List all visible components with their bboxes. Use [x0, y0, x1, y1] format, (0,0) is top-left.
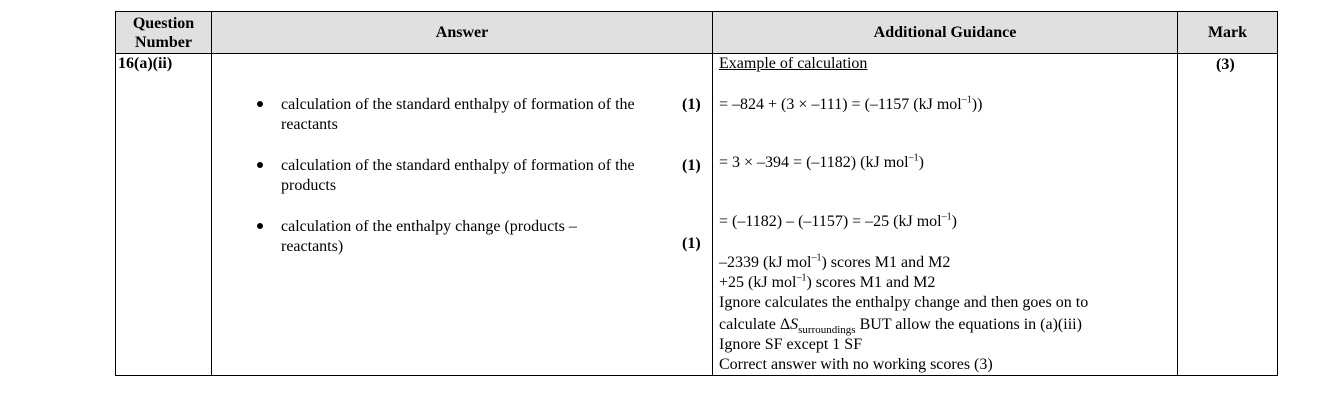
example-heading: Example of calculation: [719, 55, 868, 72]
answer-2-line2: products: [281, 177, 337, 194]
bullet-icon: [257, 101, 263, 107]
answer-3-mark: (1): [682, 235, 701, 252]
answer-3-line2: reactants): [281, 238, 344, 255]
calc-3: = (–1182) – (–1157) = –25 (kJ mol$^{-1}$): [719, 211, 957, 230]
answer-2-line1: calculation of the standard enthalpy of formation of the: [281, 157, 635, 174]
calc-1: = –824 + (3 × –111) = (–1157 (kJ mol$^{-1}$)): [719, 94, 983, 113]
note-6: Correct answer with no working scores (3): [719, 356, 993, 373]
header-guidance: Additional Guidance: [873, 24, 1017, 41]
answer-1-mark: (1): [682, 96, 701, 113]
header-question-number: Question Number: [132, 14, 195, 51]
note-5: Ignore SF except 1 SF: [719, 336, 863, 353]
header-answer: Answer: [435, 24, 489, 41]
answer-3-line1: calculation of the enthalpy change (products –: [281, 218, 577, 235]
column-divider: [1177, 12, 1178, 375]
bullet-icon: [257, 162, 263, 168]
column-divider: [712, 12, 713, 375]
question-number: 16(a)(ii): [118, 55, 173, 72]
note-2: +25 (kJ mol$^{-1}$) scores M1 and M2: [719, 272, 936, 291]
bullet-icon: [257, 223, 263, 229]
mark-scheme-table: [115, 11, 1278, 376]
answer-2-mark: (1): [682, 157, 701, 174]
total-mark: (3): [1216, 56, 1235, 73]
answer-1-line2: reactants: [281, 116, 338, 133]
header-mark: Mark: [1207, 24, 1248, 41]
note-4: calculate $\Delta S_{surroundings}$ BUT allow the equations in (a)(iii): [719, 316, 1082, 337]
note-1: –2339 (kJ mol$^{-1}$) scores M1 and M2: [719, 252, 951, 271]
column-divider: [211, 12, 212, 375]
calc-2: = 3 × –394 = (–1182) (kJ mol$^{-1}$): [719, 152, 924, 171]
note-3: Ignore calculates the enthalpy change and then goes on to: [719, 294, 1089, 311]
answer-1-line1: calculation of the standard enthalpy of formation of the: [281, 96, 635, 113]
